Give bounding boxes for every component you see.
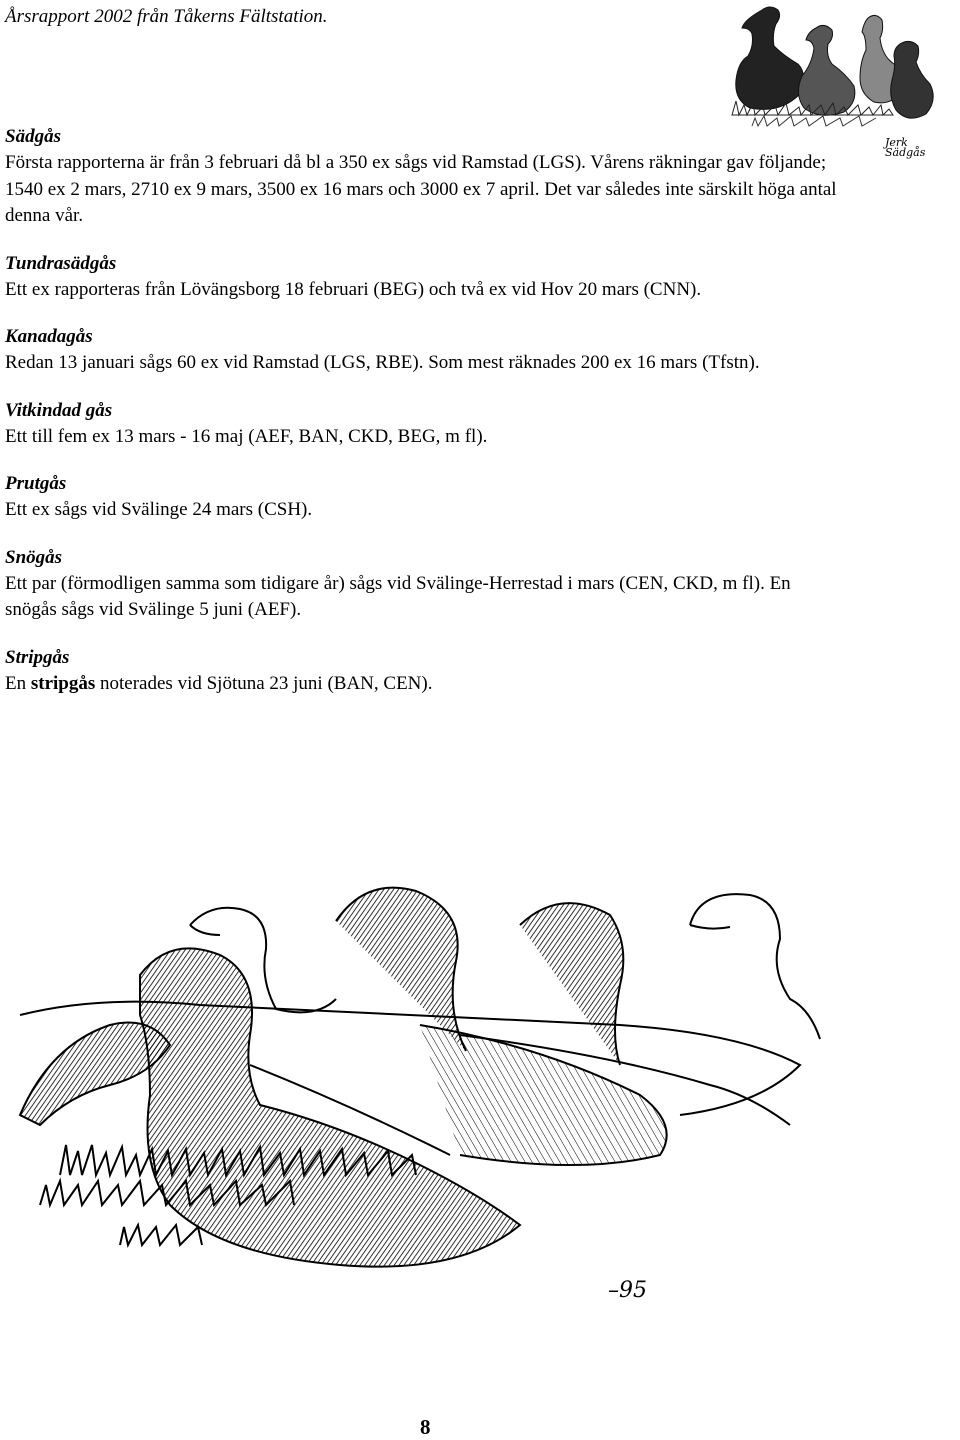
section-heading: Tundrasädgås [5, 252, 117, 274]
section-snogas [5, 545, 845, 624]
section-heading: Prutgås [5, 473, 67, 494]
section-vitkindad-gas [5, 398, 845, 451]
text-suffix: noterades vid Sjötuna 23 juni (BAN, CEN). [95, 672, 433, 694]
section-text: Första rapporterna är från 3 februari då bl a 350 ex sågs vid Ramstad (LGS). Vårens räkningar gav följande; 1540 ex 2 mars, 2710 ex 9 mars, 3500 ex 16 mars och 3000 ex 7 april. Det var således inte särskilt höga antal denna vår. [5, 152, 837, 226]
section-sadgas [5, 124, 845, 230]
section-text: Ett ex sågs vid Svälinge 24 mars (CSH). [5, 499, 313, 520]
section-heading: Sädgås [5, 126, 61, 147]
text-prefix: En [5, 672, 31, 694]
report-content [5, 124, 845, 718]
section-stripgas [5, 645, 845, 698]
page-header: Årsrapport 2002 från Tåkerns Fältstation. [5, 6, 328, 27]
page-number: 8 [420, 1415, 431, 1439]
text-bold: stripgås [30, 672, 96, 694]
section-prutgas [5, 471, 845, 524]
section-text: Ett till fem ex 13 mars - 16 maj (AEF, BAN, CKD, BEG, m fl). [5, 425, 488, 447]
section-text [5, 671, 845, 698]
geese-illustration-bottom [0, 865, 960, 1315]
section-text: Redan 13 januari sågs 60 ex vid Ramstad (LGS, RBE). Som mest räknades 200 ex 16 mars (Tfstn). [5, 352, 760, 373]
section-text: Ett par (förmodligen samma som tidigare år) sågs vid Svälinge-Herrestad i mars (CEN, CKD, m fl). En snögås sågs vid Svälinge 5 juni (AEF). [5, 572, 791, 620]
section-kanadagas [5, 324, 845, 377]
illustration-signature-bottom: –95 [608, 1278, 647, 1303]
section-heading: Stripgås [5, 646, 70, 668]
illustration-signature-top: Jerk Sädgås [885, 136, 926, 159]
section-heading: Kanadagås [5, 326, 93, 347]
section-heading: Vitkindad gås [5, 399, 113, 421]
section-tundrasadgas [5, 251, 845, 304]
section-text: Ett ex rapporteras från Lövängsborg 18 februari (BEG) och två ex vid Hov 20 mars (CNN). [5, 278, 702, 300]
section-heading: Snögås [5, 546, 63, 568]
